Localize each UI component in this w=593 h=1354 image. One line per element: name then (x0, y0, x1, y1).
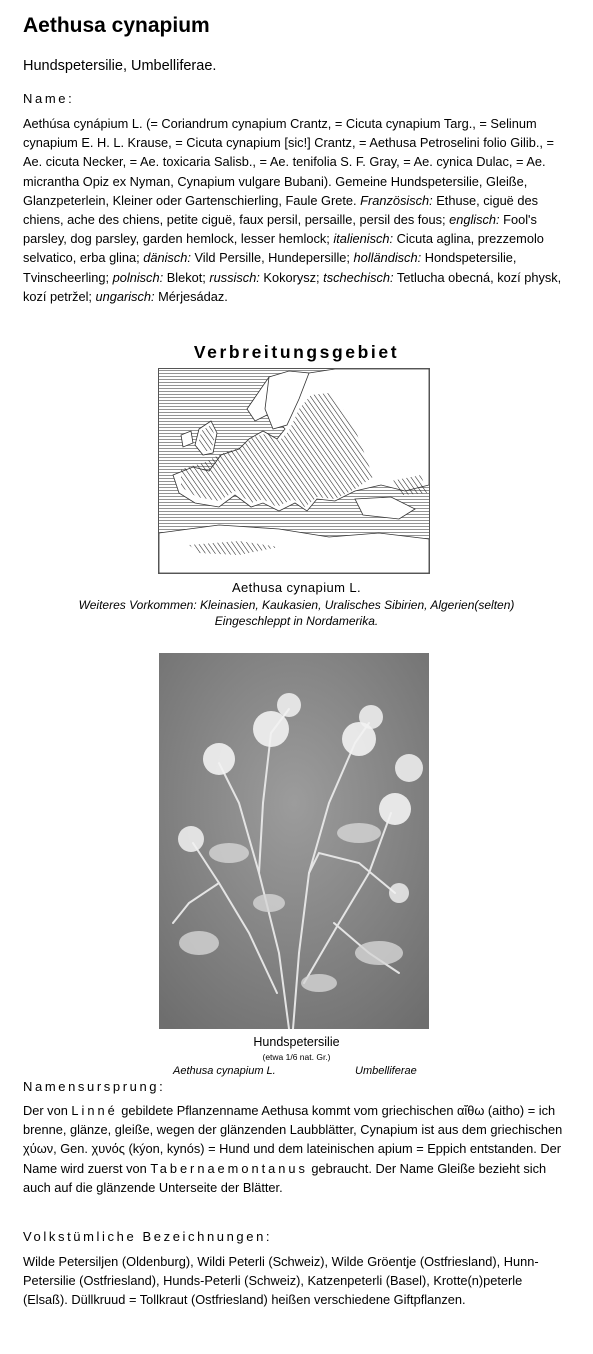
author-tabernaemontanus: Tabernaemontanus (150, 1160, 308, 1176)
lang-text-nl: Hondspetersilie, Tvinscheerling; (23, 250, 517, 285)
page-subtitle: Hundspetersilie, Umbelliferae. (23, 58, 217, 74)
lang-label-da: dänisch: (143, 250, 191, 266)
lang-label-hu: ungarisch: (95, 288, 155, 304)
lang-text-cs: Tetlucha obecná, kozí physk, kozí petržel; (23, 269, 562, 304)
page-title: Aethusa cynapium (23, 14, 210, 37)
photo-family-name: Umbelliferae (355, 1065, 417, 1077)
folk-names-paragraph: Wilde Petersiljen (Oldenburg), Wildi Peterli (Schweiz), Wilde Gröentje (Ostfriesland), Hunn-Petersilie (Ostfriesland), Hunds-Peterli (Schweiz), Katzenpeterli (Basel), Krotte(n)peterle (Elsaß). Düllkruud = Tollkraut (Ostfriesland) heißen verschiedene Giftpflanzen. (23, 1254, 539, 1308)
europe-map-drawing (159, 369, 429, 573)
plant-photo-drawing (159, 653, 429, 1029)
origin-text-3: gebraucht. Der Name Gleiße bezieht sich auch auf die glänzende Unterseite der Blätter. (23, 1160, 547, 1195)
name-heading: Name: (23, 91, 75, 106)
lang-text-fr: Ethuse, ciguë des chiens, ache des chiens, petite ciguë, faux persil, persaille, persil des fous; (23, 192, 538, 228)
lang-label-fr: Französisch: (360, 192, 433, 208)
lang-label-nl: holländisch: (353, 250, 422, 266)
lang-text-ru: Kokorysz; (259, 269, 324, 285)
lang-label-pl: polnisch: (112, 269, 164, 285)
distribution-map (158, 368, 430, 574)
origin-heading: Namensursprung: (23, 1079, 166, 1094)
lang-label-ru: russisch: (209, 269, 260, 285)
author-linne: Linné (71, 1103, 118, 1118)
photo-scale: (etwa 1/6 nat. Gr.) (262, 1052, 331, 1062)
map-note-line1: Weiteres Vorkommen: Kleinasien, Kaukasien, Uralisches Sibirien, Algerien(selten) (78, 598, 515, 612)
lang-text-pl: Blekot; (163, 269, 210, 285)
lang-label-it: italienisch: (333, 231, 394, 247)
name-text: Aethúsa cynápium L. (= Coriandrum cynapium Crantz, = Cicuta cynapium Targ., = Selinum cynapium E. H. L. Krause, = Cicuta cynapium [sic!] Crantz, = Aethusa Petroselini folio Gilib., = Ae. cicuta Necker, = Ae. toxicaria Salisb., = Ae. tenifolia S. F. Gray, = Ae. cynica Dulac, = Ae. micrantha Opiz ex Nyman, Cynapium vulgare Bubani). Gemeine Hundspetersilie, Gleiße, Glanzpeterlein, Kleiner oder Gartenschierling, Faule Grete. (23, 116, 554, 208)
lang-text-en: Fool's parsley, dog parsley, garden hemlock, lesser hemlock; (23, 212, 537, 247)
origin-text-2: gebildete Pflanzenname Aethusa kommt vom griechischen αἴθω (aitho) = ich brenne, glänze, gleiße, wegen der glänzenden Laubblätter, Cynapium ist aus dem griechischen χύων, Gen. χυνός (kýon, kynós) = Hund und dem lateinischen apium = Eppich entstanden. Der Name wird zuerst von (23, 1103, 563, 1176)
lang-text-hu: Mérjesádaz. (154, 288, 228, 304)
photo-caption: Hundspetersilie (253, 1035, 340, 1049)
map-caption: Aethusa cynapium L. (231, 580, 361, 595)
lang-text-it: Cicuta aglina, prezzemolo selvatico, erba glina; (23, 231, 544, 266)
lang-label-en: englisch: (449, 212, 500, 228)
map-heading: Verbreitungsgebiet (193, 342, 400, 362)
photo-latin-name: Aethusa cynapium L. (173, 1065, 276, 1077)
origin-text-1: Der von (23, 1103, 72, 1118)
lang-text-da: Vild Persille, Hundepersille; (190, 250, 354, 266)
folk-names-heading: Volkstümliche Bezeichnungen: (23, 1229, 273, 1244)
lang-label-cs: tschechisch: (323, 269, 394, 285)
map-note-line2: Eingeschleppt in Nordamerika. (214, 614, 379, 628)
origin-paragraph (23, 1101, 568, 1197)
name-paragraph (23, 114, 568, 306)
plant-photo (159, 653, 429, 1029)
